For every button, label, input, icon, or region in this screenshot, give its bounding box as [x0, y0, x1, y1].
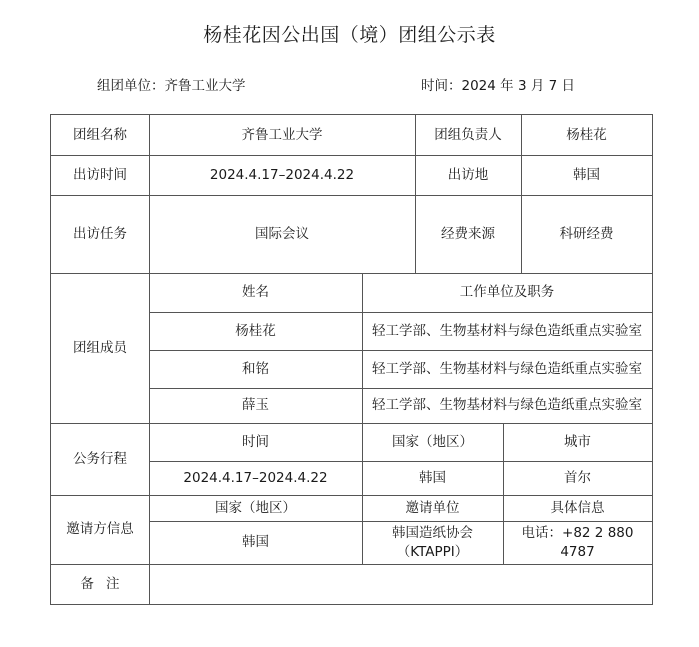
member-position: 轻工学部、生物基材料与绿色造纸重点实验室: [372, 322, 642, 339]
remarks-label: 备注: [80, 575, 132, 592]
member-name: 薛玉: [242, 397, 269, 414]
leader-label: 团组负责人: [434, 126, 502, 143]
visit-time-label: 出访时间: [73, 166, 127, 183]
inviter-info-value: 电话：+82 2 880 4787: [521, 525, 634, 560]
itinerary-country-value: 韩国: [419, 469, 446, 486]
inviter-org-header: 邀请单位: [405, 499, 460, 516]
member-name: 和铭: [242, 360, 269, 377]
publish-date-label: 时间：: [421, 78, 462, 94]
itinerary-country-header: 国家（地区）: [392, 433, 473, 450]
leader-value: 杨桂花: [566, 126, 607, 143]
task-value: 国际会议: [255, 225, 309, 242]
members-position-header: 工作单位及职务: [459, 284, 555, 301]
publicity-table: [50, 114, 653, 605]
inviter-org-value: 韩国造纸协会（KTAPPI）: [392, 525, 473, 560]
destination-label: 出访地: [447, 166, 489, 183]
remarks-value: [149, 564, 652, 604]
member-name: 杨桂花: [235, 322, 276, 339]
itinerary-label: 公务行程: [73, 450, 127, 467]
group-name-value: 齐鲁工业大学: [241, 126, 323, 143]
inviter-label: 邀请方信息: [66, 521, 134, 538]
inviter-info-header: 具体信息: [550, 499, 605, 516]
organizing-unit-value: 齐鲁工业大学: [164, 78, 246, 94]
destination-value: 韩国: [573, 166, 600, 183]
members-name-header: 姓名: [242, 284, 269, 301]
publish-date-value: 2024 年 3 月 7 日: [461, 78, 575, 94]
member-position: 轻工学部、生物基材料与绿色造纸重点实验室: [372, 397, 642, 414]
funding-value: 科研经费: [559, 225, 614, 242]
page-title: 杨桂花因公出国（境）团组公示表: [203, 24, 496, 46]
itinerary-city-value: 首尔: [564, 469, 591, 486]
itinerary-city-header: 城市: [564, 433, 591, 450]
inviter-country-value: 韩国: [242, 534, 269, 551]
members-label: 团组成员: [73, 339, 127, 356]
inviter-country-header: 国家（地区）: [215, 499, 296, 516]
member-position: 轻工学部、生物基材料与绿色造纸重点实验室: [372, 360, 642, 377]
organizing-unit: [97, 74, 246, 94]
task-label: 出访任务: [73, 225, 127, 242]
group-name-label: 团组名称: [73, 126, 127, 143]
visit-time-value: 2024.4.17–2024.4.22: [209, 166, 355, 183]
funding-label: 经费来源: [441, 225, 495, 242]
itinerary-time-value: 2024.4.17–2024.4.22: [183, 469, 328, 486]
publish-date: [421, 74, 575, 94]
itinerary-time-header: 时间: [242, 433, 269, 450]
organizing-unit-label: 组团单位：: [97, 78, 165, 94]
